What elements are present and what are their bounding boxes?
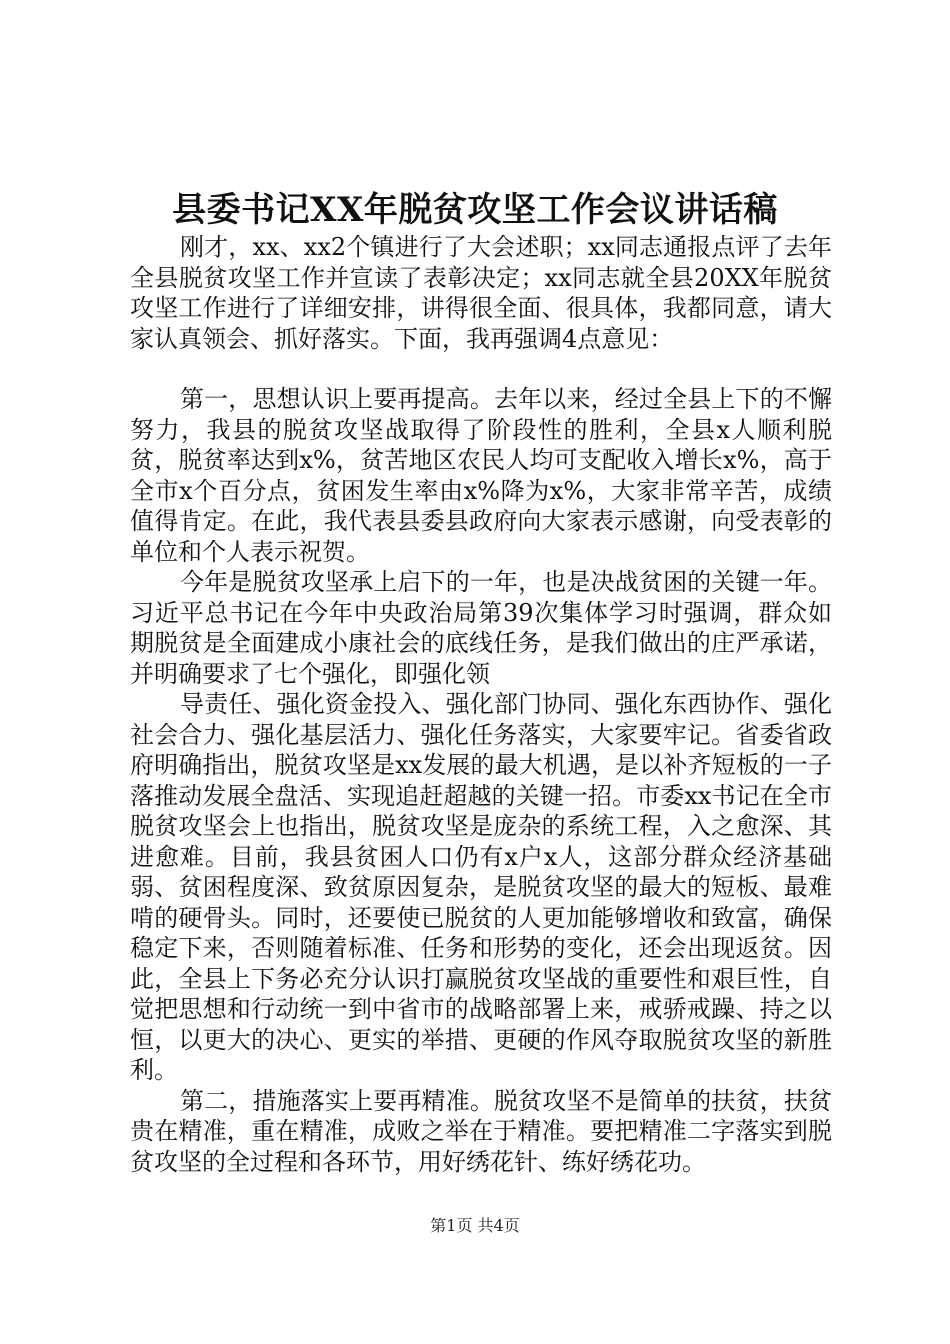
paragraph-key-year: 今年是脱贫攻坚承上启下的一年，也是决战贫困的关键一年。习近平总书记在今年中央政治局第39次集体学习时强调，群众如期脱贫是全面建成小康社会的底线任务，是我们做出的庄严承诺，并明确要求了七个强化，即强化领 <box>130 568 832 688</box>
paragraph-intro: 刚才，xx、xx2个镇进行了大会述职；xx同志通报点评了去年全县脱贫攻坚工作并宣读了表彰决定；xx同志就全县20XX年脱贫攻坚工作进行了详细安排，讲得很全面、很具体，我都同意，请大家认真领会、抓好落实。下面，我再强调4点意见： <box>130 233 832 353</box>
document-title: 县委书记XX年脱贫攻坚工作会议讲话稿 <box>172 190 778 230</box>
paragraph-first-point: 第一，思想认识上要再提高。去年以来，经过全县上下的不懈努力，我县的脱贫攻坚战取得了阶段性的胜利，全县x人顺利脱贫，脱贫率达到x%，贫苦地区农民人均可支配收入增长x%，高于全市x个百分点，贫困发生率由x%降为x%，大家非常辛苦，成绩值得肯定。在此，我代表县委县政府向大家表示感谢，向受表彰的单位和个人表示祝贺。 <box>130 385 832 566</box>
document-body <box>130 232 832 1177</box>
paragraph-second-point: 第二，措施落实上要再精准。脱贫攻坚不是简单的扶贫，扶贫贵在精准，重在精准，成败之举在于精准。要把精准二字落实到脱贫攻坚的全过程和各环节，用好绣花针、练好绣花功。 <box>130 1086 832 1176</box>
page-number-footer: 第1页 共4页 <box>430 1216 520 1235</box>
paragraph-responsibilities: 导责任、强化资金投入、强化部门协同、强化东西协作、强化社会合力、强化基层活力、强化任务落实，大家要牢记。省委省政府明确指出，脱贫攻坚是xx发展的最大机遇，是以补齐短板的一子落推动发展全盘活、实现追赶超越的关键一招。市委xx书记在全市脱贫攻坚会上也指出，脱贫攻坚是庞杂的系统工程，入之愈深、其进愈难。目前，我县贫困人口仍有x户x人，这部分群众经济基础弱、贫困程度深、致贫原因复杂，是脱贫攻坚的最大的短板、最难啃的硬骨头。同时，还要使已脱贫的人更加能够增收和致富，确保稳定下来，否则随着标准、任务和形势的变化，还会出现返贫。因此，全县上下务必充分认识打赢脱贫攻坚战的重要性和艰巨性，自觉把思想和行动统一到中省市的战略部署上来，戒骄戒躁、持之以恒，以更大的决心、更实的举措、更硬的作风夺取脱贫攻坚的新胜利。 <box>130 690 832 1084</box>
